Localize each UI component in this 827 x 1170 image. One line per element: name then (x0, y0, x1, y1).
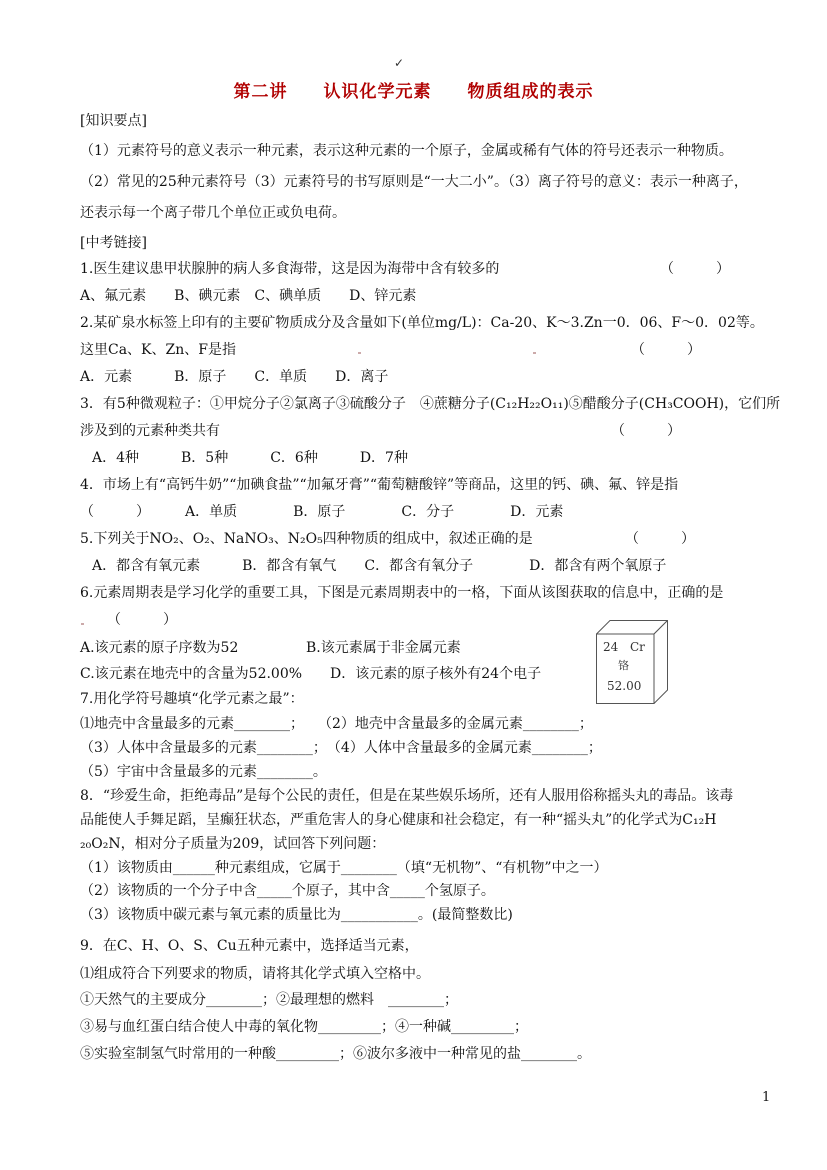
question-2-cont: 这里Ca、K、Zn、F是指 (80, 342, 236, 358)
question-6-option-b: B.该元素属于非金属元素 (306, 640, 461, 656)
knowledge-point-2-cont: 还表示每一个离子带几个单位正或负电荷。 (80, 205, 346, 221)
element-mass: 52.00 (607, 679, 642, 693)
scan-speck (358, 352, 361, 354)
question-8-cont-2: ₂₀O₂N，相对分子质量为209，试回答下列问题： (80, 836, 386, 852)
question-9: 9．在C、H、O、S、Cu五种元素中，选择适当元素， (80, 938, 419, 954)
question-7-part-3-4: （3）人体中含量最多的元素________； （4）人体中含量最多的金属元素________； (80, 740, 602, 756)
question-8-part-2: （2）该物质的一个分子中含_____个原子，其中含_____个氢原子。 (80, 883, 495, 899)
question-3: 3．有5种微观粒子：①甲烷分子②氯离子③硫酸分子 ④蔗糖分子(C₁₂H₂₂O₁₁)⑤醋酸分子(CH₃COOH)，它们所 (80, 396, 781, 412)
question-3-options: A．4种 B．5种 C．6种 D．7种 (92, 450, 408, 466)
question-6: 6.元素周期表是学习化学的重要工具，下图是元素周期表中的一格，下面从该图获取的信息中，正确的是 (80, 585, 724, 601)
question-9-items-1-2: ①天然气的主要成分________；②最理想的燃料 ________； (80, 992, 458, 1008)
scan-speck (81, 623, 84, 625)
question-6-answer-paren: （ ） (107, 612, 177, 628)
question-4-options: （ ） A．单质 B．原子 C．分子 D．元素 (80, 504, 564, 520)
exam-heading: [中考链接] (80, 235, 147, 251)
question-7-part-1-2: ⑴地壳中含量最多的元素________； （2）地壳中含量最多的金属元素________； (80, 716, 593, 732)
question-3-cont: 涉及到的元素种类共有 (80, 423, 220, 439)
check-mark: ✓ (394, 56, 405, 70)
knowledge-point-2: （2）常见的25种元素符号（3）元素符号的书写原则是“一大二小”。（3）离子符号的意义：表示一种离子， (80, 174, 748, 190)
question-7: 7.用化学符号趣填“化学元素之最”： (80, 691, 304, 707)
question-9-items-5-6: ⑤实验室制氢气时常用的一种酸_________；⑥波尔多液中一种常见的盐________。 (80, 1046, 591, 1062)
knowledge-heading: [知识要点] (80, 113, 147, 129)
question-7-part-5: （5）宇宙中含量最多的元素________。 (80, 764, 327, 780)
question-5-options: A．都含有氧元素 B．都含有氧气 C．都含有氧分子 D．都含有两个氧原子 (92, 558, 667, 574)
question-6-option-cd: C.该元素在地壳中的含量为52.00% D．该元素的原子核外有24个电子 (80, 666, 542, 682)
question-4: 4．市场上有“高钙牛奶”“加碘食盐”“加氟牙膏”“葡萄糖酸锌”等商品，这里的钙、碘、氟、锌是指 (80, 477, 679, 493)
element-symbol: Cr (630, 640, 645, 654)
question-5-answer-paren: （ ） (625, 531, 695, 547)
element-name: 铬 (618, 659, 629, 672)
question-9-items-3-4: ③易与血红蛋白结合使人中毒的氧化物_________；④一种碱_________； (80, 1019, 528, 1035)
question-8: 8．“珍爱生命，拒绝毒品”是每个公民的责任，但是在某些娱乐场所，还有人服用俗称摇头丸的毒品。该毒 (80, 788, 734, 804)
question-6-option-a: A.该元素的原子序数为52 (80, 640, 239, 656)
question-2: 2.某矿泉水标签上印有的主要矿物质成分及含量如下(单位mg/L)：Ca-20、K～3.Zn一0．06、F～0．02等。 (80, 315, 764, 331)
question-9-part-1: ⑴组成符合下列要求的物质，请将其化学式填入空格中。 (80, 966, 430, 982)
question-8-cont-1: 品能使人手舞足蹈，呈癫狂状态，严重危害人的身心健康和社会稳定，有一种“摇头丸”的化学式为C₁₂H (80, 812, 717, 828)
question-5: 5.下列关于NO₂、O₂、NaNO₃、N₂O₅四种物质的组成中，叙述正确的是 (80, 531, 533, 547)
question-1-options: A、氟元素 B、碘元素 C、碘单质 D、锌元素 (80, 288, 417, 304)
question-8-part-3: （3）该物质中碳元素与氧元素的质量比为___________。(最简整数比) (80, 907, 513, 923)
page-number: 1 (762, 1090, 771, 1105)
question-3-answer-paren: （ ） (611, 423, 681, 439)
question-1: 1.医生建议患甲状腺肿的病人多食海带，这是因为海带中含有较多的 (80, 261, 500, 277)
question-2-answer-paren: （ ） (631, 342, 701, 358)
periodic-table-cell (596, 620, 668, 704)
knowledge-point-1: （1）元素符号的意义表示一种元素，表示这种元素的一个原子，金属或稀有气体的符号还表示一种物质。 (80, 143, 733, 159)
element-number: 24 (603, 640, 619, 654)
page-title: 第二讲 认识化学元素 物质组成的表示 (233, 82, 594, 102)
question-2-options: A．元素 B．原子 C．单质 D．离子 (80, 369, 389, 385)
question-1-answer-paren: （ ） (660, 261, 730, 277)
scan-speck (533, 352, 536, 354)
question-8-part-1: （1）该物质由______种元素组成，它属于________（填“无机物”、“有机物”中之一） (80, 860, 608, 876)
